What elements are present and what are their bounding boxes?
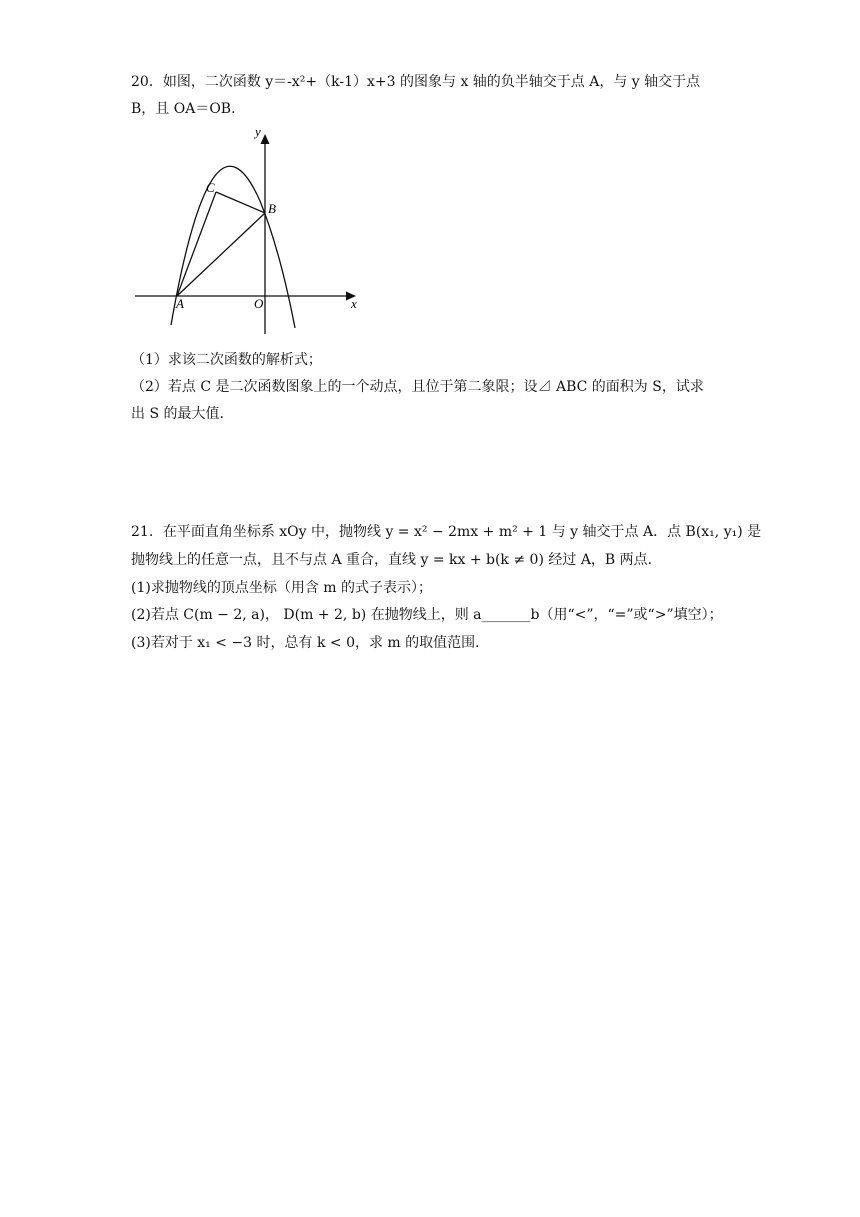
q21-part2: (2)若点 C(m − 2, a)， D(m + 2, b) 在抛物线上，则 a_______b（用“<”，“=”或“>”填空）； (131, 607, 723, 623)
q20-stem-line1: 20．如图，二次函数 y＝-x²+（k-1）x+3 的图象与 x 轴的负半轴交于点 A，与 y 轴交于点 (131, 74, 701, 90)
q21-part3: (3)若对于 x₁ < −3 时，总有 k < 0，求 m 的取值范围． (131, 635, 490, 651)
q20-part2-line2: 出 S 的最大值． (131, 406, 234, 422)
label-o: O (254, 296, 264, 311)
q20-stem-line2: B，且 OA＝OB． (131, 101, 246, 117)
q21-part1: (1)求抛物线的顶点坐标（用含 m 的式子表示）； (131, 580, 433, 596)
parabola-curve (171, 166, 295, 328)
q20-figure (130, 122, 365, 337)
label-c: C (206, 180, 215, 195)
label-y: y (255, 124, 261, 139)
q20-part2-line1: （2）若点 C 是二次函数图象上的一个动点，且位于第二象限；设⊿ ABC 的面积为 S，试求 (131, 379, 704, 395)
segment-ac (177, 192, 216, 296)
y-axis-arrow (261, 134, 270, 144)
q21-stem-line1: 21．在平面直角坐标系 xOy 中，抛物线 y = x² − 2mx + m² + 1 与 y 轴交于点 A．点 B(x₁, y₁) 是 (131, 524, 762, 540)
label-x: x (351, 296, 357, 311)
segment-ab (177, 213, 265, 296)
q21-stem-line2: 抛物线上的任意一点，且不与点 A 重合，直线 y = kx + b(k ≠ 0) 经过 A，B 两点． (131, 552, 662, 568)
q20-part1: （1）求该二次函数的解析式； (131, 352, 322, 368)
label-b: B (268, 201, 276, 216)
label-a: A (176, 296, 184, 311)
